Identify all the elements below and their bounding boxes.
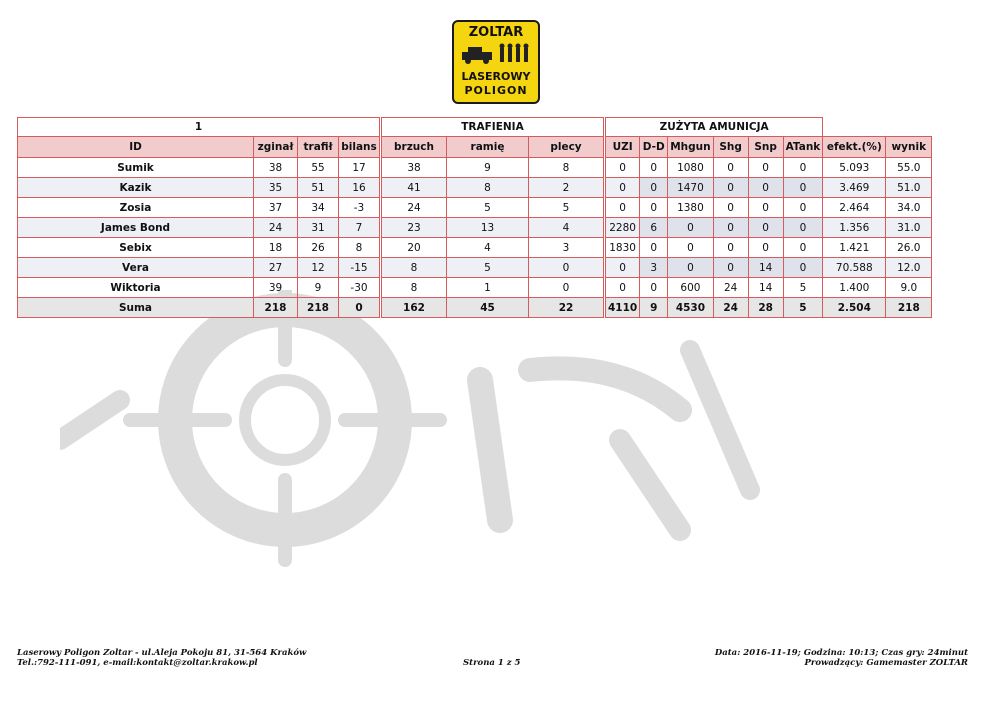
col-header-plecy: plecy (529, 137, 605, 158)
table-cell: 34 (298, 198, 339, 218)
table-cell: 7 (339, 218, 381, 238)
table-row (18, 238, 932, 258)
table-cell: 24 (713, 278, 748, 298)
table-cell: 0 (640, 178, 668, 198)
table-cell: 12.0 (886, 258, 932, 278)
table-cell: 1 (447, 278, 529, 298)
table-cell: 9 (640, 298, 668, 318)
logo-brand: ZOLTAR (468, 25, 524, 40)
table-cell: 31.0 (886, 218, 932, 238)
column-header-row (18, 137, 932, 158)
footer-contact (17, 648, 306, 668)
table-cell: 0 (640, 158, 668, 178)
table-cell: 9 (298, 278, 339, 298)
table-cell: 0 (713, 218, 748, 238)
table-cell: 34.0 (886, 198, 932, 218)
table-cell: 26 (298, 238, 339, 258)
table-cell: 31 (298, 218, 339, 238)
footer-host: Prowadzący: Gamemaster ZOLTAR (804, 658, 968, 668)
table-cell: 0 (748, 218, 783, 238)
table-cell: 0 (605, 158, 640, 178)
table-cell: 4 (447, 238, 529, 258)
table-cell: 0 (713, 158, 748, 178)
table-cell: 51.0 (886, 178, 932, 198)
table-row (18, 218, 932, 238)
table-cell: 51 (298, 178, 339, 198)
table-cell: 38 (381, 158, 447, 178)
table-cell: 1380 (668, 198, 713, 218)
table-cell: 3 (640, 258, 668, 278)
table-cell: 5 (783, 278, 823, 298)
table-cell: 0 (640, 198, 668, 218)
table-row (18, 278, 932, 298)
table-cell: 37 (254, 198, 298, 218)
table-cell: 0 (640, 238, 668, 258)
table-cell: 24 (713, 298, 748, 318)
table-cell: 0 (640, 278, 668, 298)
col-header-id: ID (18, 137, 254, 158)
player-id: Kazik (18, 178, 254, 198)
table-cell: 0 (529, 278, 605, 298)
table-cell: 0 (713, 238, 748, 258)
col-header-brzuch: brzuch (381, 137, 447, 158)
table-cell: 2 (529, 178, 605, 198)
col-header-ramie: ramię (447, 137, 529, 158)
table-cell: 1.400 (823, 278, 886, 298)
table-cell: 0 (783, 198, 823, 218)
crosshair-watermark-icon (60, 290, 760, 580)
col-header-trafil: trafił (298, 137, 339, 158)
table-cell: 70.588 (823, 258, 886, 278)
col-header-wynik: wynik (886, 137, 932, 158)
table-cell: -30 (339, 278, 381, 298)
table-cell: 22 (529, 298, 605, 318)
footer-date: Data: 2016-11-19; Godzina: 10:13; Czas gry: 24minut (714, 648, 968, 658)
table-cell: 2.464 (823, 198, 886, 218)
player-id: Zosia (18, 198, 254, 218)
table-cell: 8 (529, 158, 605, 178)
table-cell: 0 (748, 158, 783, 178)
player-id: Sebix (18, 238, 254, 258)
table-cell: 6 (640, 218, 668, 238)
table-cell: 0 (713, 178, 748, 198)
table-cell: 0 (748, 238, 783, 258)
table-cell: 0 (783, 238, 823, 258)
table-cell: 0 (605, 178, 640, 198)
table-cell: 218 (254, 298, 298, 318)
table-cell: 0 (605, 198, 640, 218)
col-header-dd: D-D (640, 137, 668, 158)
table-cell: 24 (381, 198, 447, 218)
page-number: Strona 1 z 5 (463, 658, 521, 668)
table-cell: 0 (748, 178, 783, 198)
table-cell: 8 (447, 178, 529, 198)
footer-game-info (715, 648, 968, 668)
table-cell: 2280 (605, 218, 640, 238)
table-cell: 0 (668, 238, 713, 258)
table-cell: 1.356 (823, 218, 886, 238)
table-cell: 5 (447, 258, 529, 278)
table-cell: 0 (783, 218, 823, 238)
table-cell: 1470 (668, 178, 713, 198)
table-cell: 5 (783, 298, 823, 318)
table-cell: 55 (298, 158, 339, 178)
table-cell: 1830 (605, 238, 640, 258)
col-header-shg: Shg (713, 137, 748, 158)
table-cell: 4110 (605, 298, 640, 318)
table-cell: 8 (381, 278, 447, 298)
table-cell: 600 (668, 278, 713, 298)
player-id: James Bond (18, 218, 254, 238)
table-cell: 35 (254, 178, 298, 198)
table-cell: 24 (254, 218, 298, 238)
table-cell: 16 (339, 178, 381, 198)
zoltar-logo-icon (452, 20, 540, 104)
logo-line2: POLIGON (464, 84, 528, 97)
player-id: Wiktoria (18, 278, 254, 298)
table-row (18, 258, 932, 278)
table-cell: -15 (339, 258, 381, 278)
table-cell: 0 (783, 158, 823, 178)
table-cell: 14 (748, 278, 783, 298)
table-cell: 218 (886, 298, 932, 318)
table-cell: 5.093 (823, 158, 886, 178)
table-cell: 38 (254, 158, 298, 178)
player-id: Vera (18, 258, 254, 278)
table-cell: 0 (605, 278, 640, 298)
footer-address: Laserowy Poligon Zoltar - ul.Aleja Pokoju 81, 31-564 Kraków (17, 648, 307, 658)
table-cell: 5 (529, 198, 605, 218)
table-row (18, 198, 932, 218)
table-cell: -3 (339, 198, 381, 218)
table-cell: 0 (668, 218, 713, 238)
table-cell: 14 (748, 258, 783, 278)
table-cell: 3 (529, 238, 605, 258)
group-header-row (18, 118, 932, 137)
table-cell: 0 (713, 258, 748, 278)
table-cell: 0 (713, 198, 748, 218)
table-cell: 20 (381, 238, 447, 258)
col-header-atank: ATank (783, 137, 823, 158)
table-cell: 5 (447, 198, 529, 218)
table-cell: 45 (447, 298, 529, 318)
col-header-zginal: zginał (254, 137, 298, 158)
table-cell: 162 (381, 298, 447, 318)
sum-label: Suma (18, 298, 254, 318)
group-header-1: 1 (18, 118, 381, 137)
table-cell: 55.0 (886, 158, 932, 178)
sum-row (18, 298, 932, 318)
col-header-efekt: efekt.(%) (823, 137, 886, 158)
col-header-uzi: UZI (605, 137, 640, 158)
table-row (18, 178, 932, 198)
logo-figures-icon (460, 42, 536, 64)
group-header-ammo: ZUŻYTA AMUNICJA (605, 118, 823, 137)
table-cell: 27 (254, 258, 298, 278)
table-row (18, 158, 932, 178)
logo-line1: LASEROWY (461, 70, 531, 83)
table-cell: 0 (605, 258, 640, 278)
col-header-bilans: bilans (339, 137, 381, 158)
group-header-hits: TRAFIENIA (381, 118, 605, 137)
table-cell: 13 (447, 218, 529, 238)
table-cell: 39 (254, 278, 298, 298)
table-cell: 23 (381, 218, 447, 238)
table-cell: 8 (339, 238, 381, 258)
table-cell: 0 (783, 258, 823, 278)
table-cell: 9 (447, 158, 529, 178)
table-cell: 12 (298, 258, 339, 278)
table-cell: 18 (254, 238, 298, 258)
table-cell: 0 (339, 298, 381, 318)
table-cell: 1.421 (823, 238, 886, 258)
player-id: Sumik (18, 158, 254, 178)
table-cell: 8 (381, 258, 447, 278)
table-cell: 3.469 (823, 178, 886, 198)
score-table (17, 117, 932, 318)
table-cell: 28 (748, 298, 783, 318)
col-header-mhgun: Mhgun (668, 137, 713, 158)
table-cell: 41 (381, 178, 447, 198)
table-cell: 9.0 (886, 278, 932, 298)
table-cell: 218 (298, 298, 339, 318)
table-cell: 0 (783, 178, 823, 198)
table-cell: 26.0 (886, 238, 932, 258)
table-cell: 0 (529, 258, 605, 278)
col-header-snp: Snp (748, 137, 783, 158)
table-cell: 0 (748, 198, 783, 218)
table-cell: 2.504 (823, 298, 886, 318)
table-cell: 4 (529, 218, 605, 238)
table-cell: 0 (668, 258, 713, 278)
table-cell: 1080 (668, 158, 713, 178)
footer-phone-email: Tel.:792-111-091, e-mail:kontakt@zoltar.krakow.pl (17, 658, 258, 668)
table-cell: 4530 (668, 298, 713, 318)
table-cell: 17 (339, 158, 381, 178)
